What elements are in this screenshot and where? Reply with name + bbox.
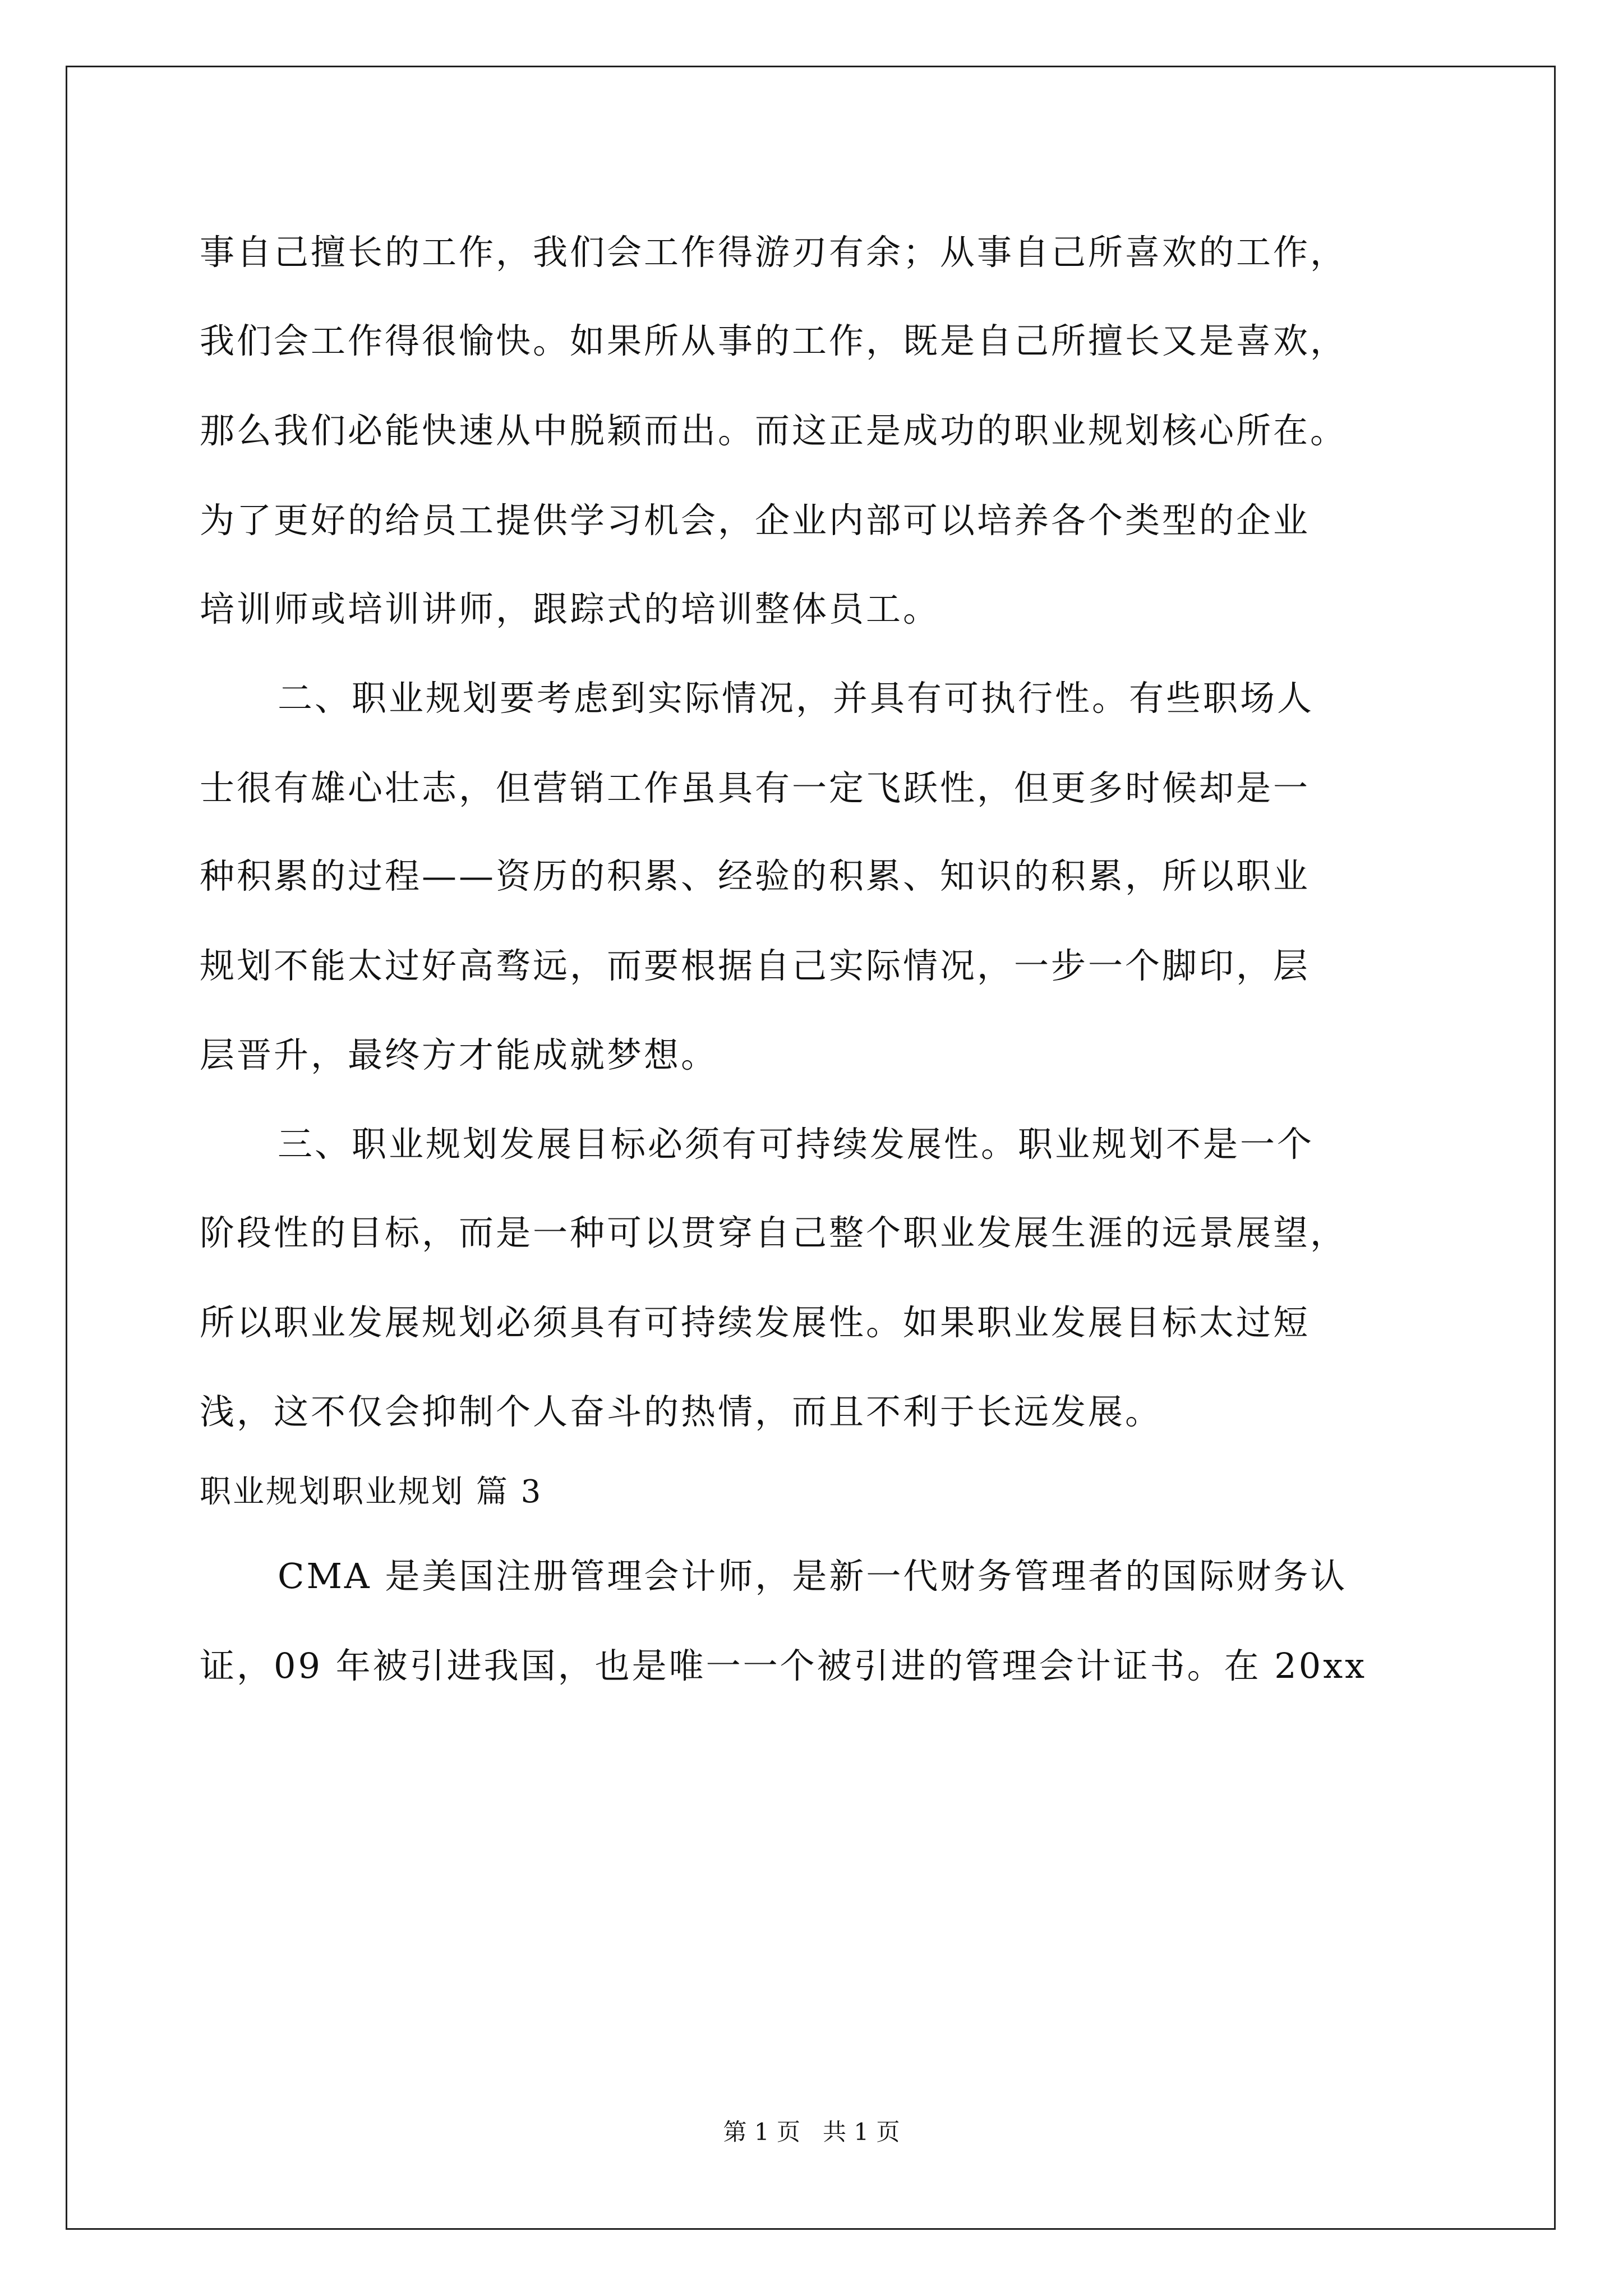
section-heading: 职业规划职业规划 篇 3	[200, 1474, 543, 1510]
body-text-line: 证，09 年被引进我国，也是唯一一个被引进的管理会计证书。在 20xx	[200, 1645, 1367, 1686]
paragraph-start-line: 二、职业规划要考虑到实际情况，并具有可执行性。有些职场人	[278, 678, 1315, 719]
body-text-line: 事自己擅长的工作，我们会工作得游刃有余；从事自己所喜欢的工作，	[200, 232, 1348, 273]
body-text-line: 规划不能太过好高骛远，而要根据自己实际情况，一步一个脚印，层	[200, 945, 1311, 986]
page-number-footer: 第 1 页 共 1 页	[723, 2118, 900, 2146]
body-text-line: 我们会工作得很愉快。如果所从事的工作，既是自己所擅长又是喜欢，	[200, 320, 1348, 361]
body-text-line: 为了更好的给员工提供学习机会，企业内部可以培养各个类型的企业	[200, 500, 1311, 541]
body-text-line: 阶段性的目标，而是一种可以贯穿自己整个职业发展生涯的远景展望，	[200, 1212, 1348, 1253]
body-text-line: 种积累的过程——资历的积累、经验的积累、知识的积累，所以职业	[200, 855, 1311, 896]
body-text-line: 士很有雄心壮志，但营销工作虽具有一定飞跃性，但更多时候却是一	[200, 767, 1311, 808]
body-text-line: 所以职业发展规划必须具有可持续发展性。如果职业发展目标太过短	[200, 1302, 1311, 1343]
body-text-line: 那么我们必能快速从中脱颖而出。而这正是成功的职业规划核心所在。	[200, 410, 1348, 451]
body-text-line: 浅，这不仅会抑制个人奋斗的热情，而且不利于长远发展。	[200, 1391, 1163, 1432]
paragraph-start-line: CMA 是美国注册管理会计师，是新一代财务管理者的国际财务认	[278, 1556, 1348, 1596]
body-text-line: 层晋升，最终方才能成就梦想。	[200, 1034, 718, 1075]
body-text-line: 培训师或培训讲师，跟踪式的培训整体员工。	[200, 588, 940, 629]
paragraph-start-line: 三、职业规划发展目标必须有可持续发展性。职业规划不是一个	[278, 1124, 1315, 1165]
